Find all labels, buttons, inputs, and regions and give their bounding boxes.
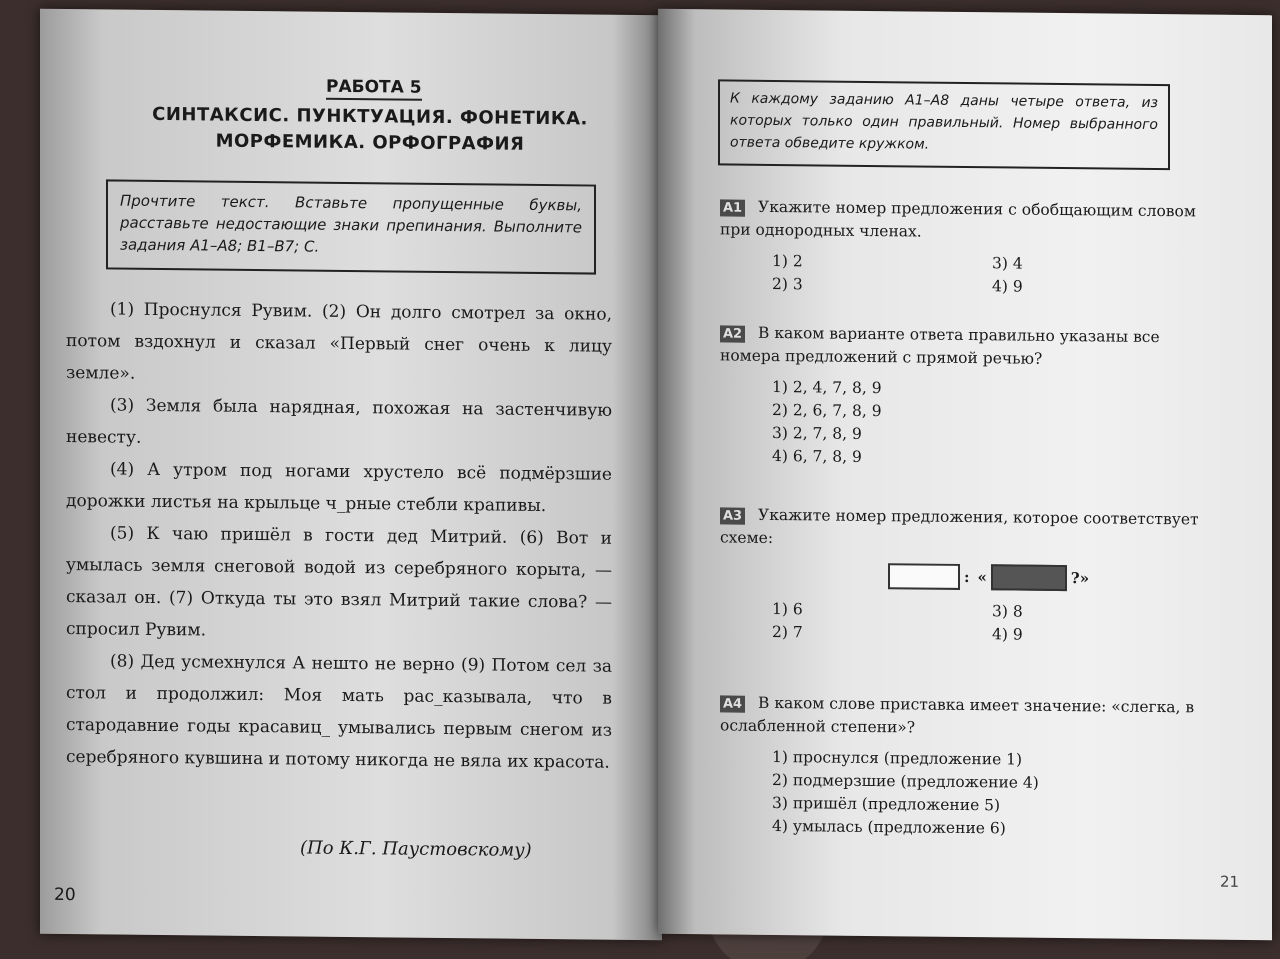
task-a2 xyxy=(720,321,1220,472)
answer-option[interactable]: 3) 2, 7, 8, 9 xyxy=(772,423,862,443)
scheme-direct-speech-box xyxy=(991,564,1067,591)
answer-option[interactable]: 4) 9 xyxy=(992,277,1023,296)
book-spread xyxy=(40,12,1272,937)
scheme-colon: : xyxy=(964,567,970,586)
scheme-close-quote: ?» xyxy=(1070,568,1090,587)
task-question: Укажите номер предложения с обобщающим словом при однородных членах. xyxy=(720,197,1196,241)
paragraph: (1) Проснулся Рувим. (2) Он долго смотрел за окно, потом вздохнул и сказал «Первый снег очень к лицу земле». xyxy=(66,299,612,384)
paragraph: (8) Дед усмехнулся А нешто не верно (9) Потом сел за стол и продолжил: Моя мать рас_казывала, что в стародавние годы красавиц_ умывались первым снегом из серебряного кувшина и потому никогда не вяла их красота. xyxy=(66,651,612,773)
task-tag: А3 xyxy=(720,507,745,524)
task-tag: А2 xyxy=(720,325,745,342)
answer-option[interactable]: 1) проснулся (предложение 1) xyxy=(772,747,1023,769)
reading-text xyxy=(66,293,612,779)
answer-note-box: К каждому заданию А1–А8 даны четыре ответа, из которых только один правильный. Номер выбранного ответа обведите кружком. xyxy=(718,79,1170,170)
section-title-line1: СИНТАКСИС. ПУНКТУАЦИЯ. ФОНЕТИКА. xyxy=(152,103,588,130)
paragraph: (3) Земля была нарядная, похожая на застенчивую невесту. xyxy=(66,395,612,448)
scheme-author-words-box xyxy=(888,563,960,590)
scheme-open-quote: « xyxy=(977,567,987,586)
sentence-scheme xyxy=(888,563,1220,592)
paragraph: (4) А утром под ногами хрустело всё подмёрзшие дорожки листья на крыльце ч_рные стебли крапивы. xyxy=(66,459,612,517)
answer-option[interactable]: 4) 6, 7, 8, 9 xyxy=(772,446,862,466)
answer-option[interactable]: 1) 2 xyxy=(772,251,803,271)
task-options xyxy=(720,375,1220,472)
task-question: В каком варианте ответа правильно указаны все номера предложений с прямой речью? xyxy=(720,323,1160,368)
answer-option[interactable]: 3) 4 xyxy=(992,254,1023,273)
page-number-left: 20 xyxy=(54,884,76,906)
answer-option[interactable]: 2) 7 xyxy=(772,622,803,642)
answer-option[interactable]: 1) 6 xyxy=(772,599,803,619)
right-page xyxy=(658,9,1272,940)
task-question: Укажите номер предложения, которое соответствует схеме: xyxy=(720,505,1199,547)
answer-option[interactable]: 2) 3 xyxy=(772,274,803,294)
answer-option[interactable]: 4) 9 xyxy=(992,625,1023,644)
answer-option[interactable]: 1) 2, 4, 7, 8, 9 xyxy=(772,377,882,398)
section-title-line2: МОРФЕМИКА. ОРФОГРАФИЯ xyxy=(215,130,525,155)
task-options xyxy=(720,745,1220,842)
section-title xyxy=(150,102,590,159)
text-source: (По К.Г. Паустовскому) xyxy=(300,837,532,861)
answer-option[interactable]: 3) 8 xyxy=(992,602,1023,621)
left-page xyxy=(40,9,662,941)
answer-option[interactable]: 2) подмерзшие (предложение 4) xyxy=(772,770,1039,792)
task-a1 xyxy=(720,195,1220,300)
page-number-right: 21 xyxy=(1220,872,1240,891)
task-tag: А1 xyxy=(720,199,745,216)
instructions-box: Прочтите текст. Вставьте пропущенные буквы, расставьте недостающие знаки препинания. Выполните задания А1–А8; В1–В7; С. xyxy=(106,179,596,274)
task-a3 xyxy=(720,503,1220,648)
task-options xyxy=(720,597,1220,648)
task-question: В каком слове приставка имеет значение: «слегка, в ослабленной степени»? xyxy=(720,693,1195,737)
paragraph: (5) К чаю пришёл в гости дед Митрий. (6) Вот и умылась земля снеговой водой из серебряного корыта, — сказал он. (7) Откуда ты это взял Митрий такие слова? — спросил Рувим. xyxy=(66,523,612,641)
answer-option[interactable]: 3) пришёл (предложение 5) xyxy=(772,793,1001,815)
answer-option[interactable]: 4) умылась (предложение 6) xyxy=(772,816,1006,838)
work-title: РАБОТА 5 xyxy=(326,77,422,101)
task-options xyxy=(720,249,1220,300)
task-tag: А4 xyxy=(720,695,745,712)
task-a4 xyxy=(720,691,1220,842)
answer-option[interactable]: 2) 2, 6, 7, 8, 9 xyxy=(772,400,882,421)
